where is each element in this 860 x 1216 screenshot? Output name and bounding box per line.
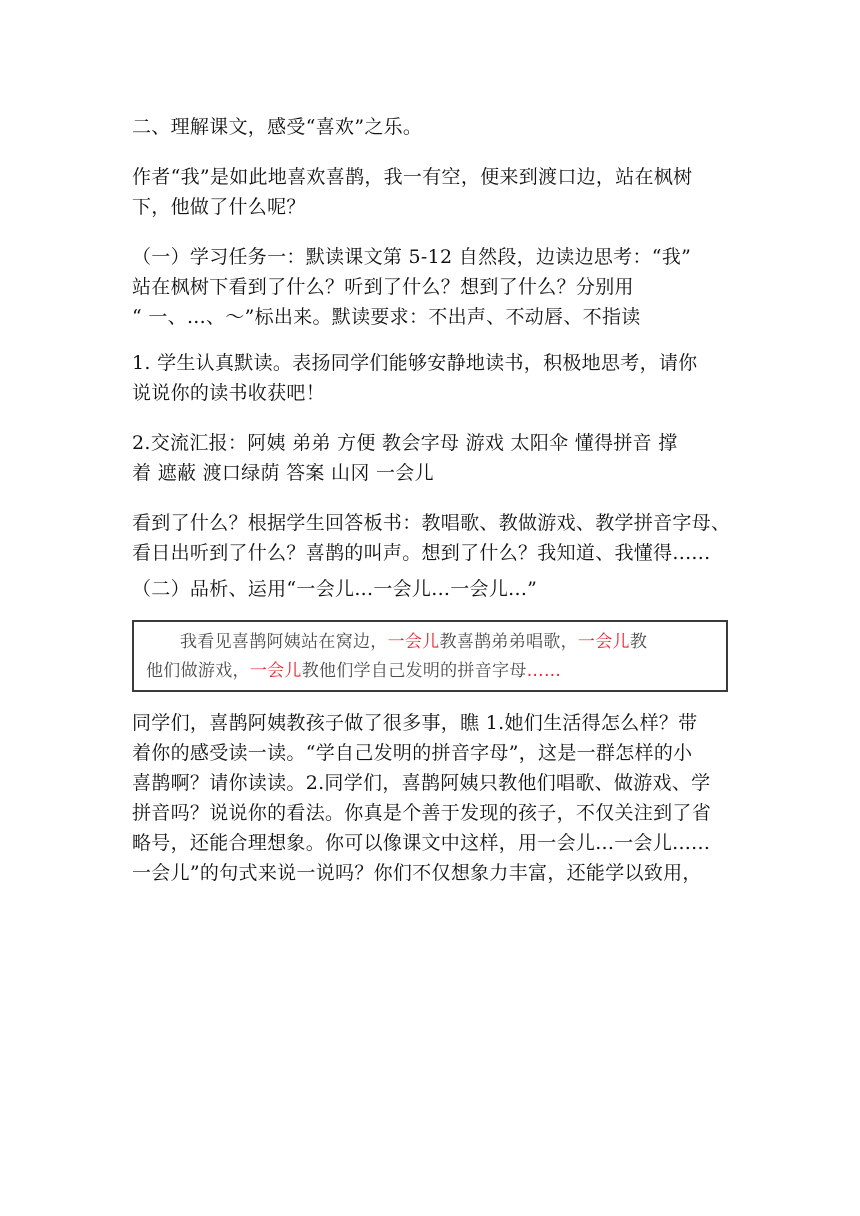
discussion-paragraph: 同学们，喜鹊阿姨教孩子做了很多事，瞧 1.她们生活得怎么样？带 着你的感受读一读。“学自己发明的拼音字母”，这是一群怎样的小 喜鹊啊？请你读读。2.同学们，喜鹊阿姨只教他们唱歌、做游戏、学 拼音吗？说说你的看法。你真是个善于发现的孩子，不仅关注到了省 略号，还能合理想象。你可以像课文中这样，用一会儿...一会儿...... 一会儿”的句式来说一说吗？你们不仅想象力丰富，还能学以致用，: [132, 712, 712, 884]
task1-paragraph: （一）学习任务一：默读课文第 5-12 自然段，边读边思考：“我” 站在枫树下看到了什么？听到了什么？想到了什么？分别用 “ 一、...、～”标出来。默读要求：不出声、不动唇、不指读: [132, 246, 692, 328]
document-body: [132, 112, 738, 888]
excerpt-line-1: 我看见喜鹊阿姨站在窝边，一会儿教喜鹊弟弟唱歌，一会儿教: [180, 632, 648, 652]
excerpt-line-2: 他们做游戏，一会儿教他们学自己发明的拼音字母……: [146, 661, 562, 681]
text-excerpt-box: [132, 620, 728, 692]
intro-paragraph: 作者“我”是如此地喜欢喜鹊，我一有空，便来到渡口边，站在枫树 下，他做了什么呢？: [132, 166, 693, 218]
ellipsis: ……: [526, 661, 562, 681]
step2-paragraph: 2.交流汇报：阿姨 弟弟 方便 教会字母 游戏 太阳伞 懂得拼音 撑 着 遮蔽 渡口绿荫 答案 山冈 一会儿: [132, 432, 678, 484]
seen-paragraph: 看到了什么？根据学生回答板书：教唱歌、教做游戏、教学拼音字母、 看日出听到了什么？喜鹊的叫声。想到了什么？我知道、我懂得......: [132, 512, 731, 564]
section-heading: 二、理解课文，感受“喜欢”之乐。: [132, 116, 423, 138]
highlight-yihuier: 一会儿: [577, 632, 630, 652]
section2-heading: （二）品析、运用“一会儿...一会儿...一会儿...”: [132, 578, 538, 600]
highlight-yihuier: 一会儿: [387, 632, 440, 652]
step1-paragraph: 1. 学生认真默读。表扬同学们能够安静地读书，积极地思考，请你 说说你的读书收获吧！: [132, 352, 698, 404]
highlight-yihuier: 一会儿: [249, 661, 302, 681]
